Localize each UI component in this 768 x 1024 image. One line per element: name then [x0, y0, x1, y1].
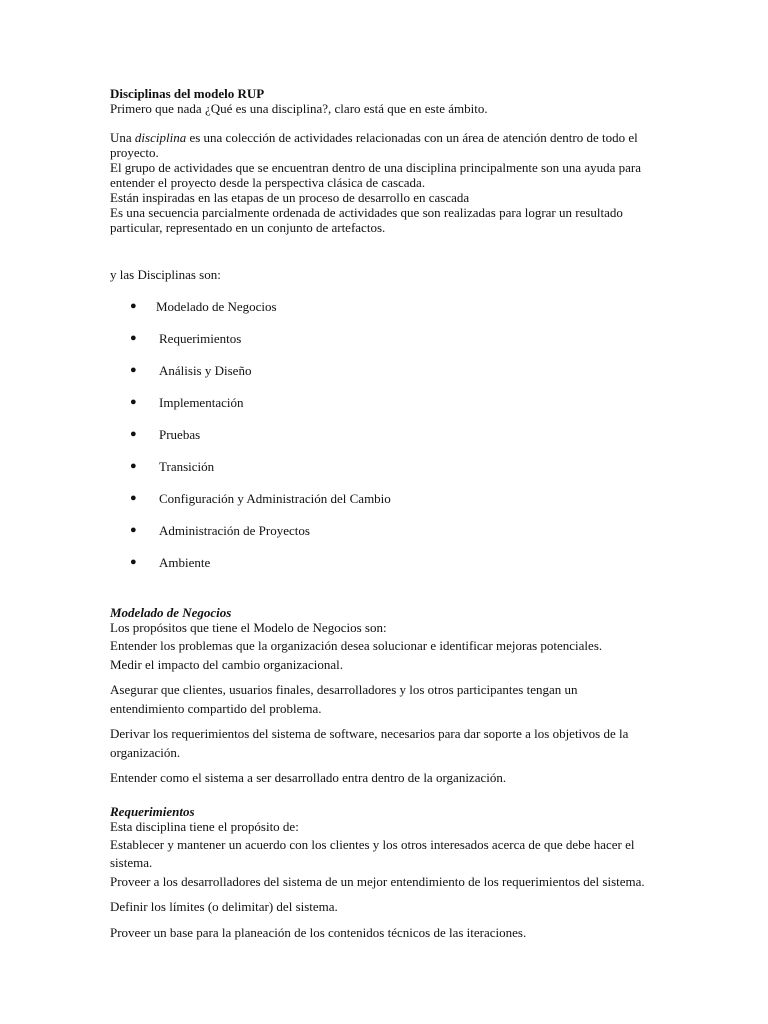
bullet-icon: ● — [130, 556, 137, 568]
bullet-icon: ● — [130, 460, 137, 472]
definition-line-4: Están inspiradas en las etapas de un proceso de desarrollo en cascada — [110, 190, 470, 205]
list-item-label: Requerimientos — [159, 331, 242, 346]
bullet-icon: ● — [130, 492, 137, 504]
bullet-icon: ● — [130, 524, 137, 536]
list-item — [110, 490, 655, 522]
list-item — [110, 330, 655, 362]
list-item-label: Pruebas — [159, 427, 201, 442]
list-item-label: Ambiente — [159, 555, 211, 570]
definition-block — [110, 130, 655, 235]
list-item — [110, 298, 655, 330]
list-item-label: Modelado de Negocios — [156, 299, 277, 314]
section-heading: Requerimientos — [110, 803, 195, 819]
list-item-label: Implementación — [159, 395, 244, 410]
section-lead: Los propósitos que tiene el Modelo de Negocios son: — [110, 620, 387, 635]
list-item — [110, 394, 655, 426]
bullet-icon: ● — [130, 396, 137, 408]
doc-title: Disciplinas del modelo RUP — [110, 86, 265, 101]
list-item — [110, 522, 655, 554]
definition-term: disciplina — [134, 130, 187, 145]
paragraph: Entender como el sistema a ser desarrollado entra dentro de la organización. — [110, 770, 507, 785]
paragraph: Medir el impacto del cambio organizacional. — [110, 656, 343, 672]
bullet-icon: ● — [130, 300, 137, 312]
list-item — [110, 426, 655, 458]
section-heading: Modelado de Negocios — [110, 605, 232, 620]
intro-question: Primero que nada ¿Qué es una disciplina?, claro está que en este ámbito. — [110, 101, 488, 116]
list-item-label: Configuración y Administración del Cambio — [159, 491, 391, 506]
section-lead: Esta disciplina tiene el propósito de: — [110, 818, 299, 834]
list-item — [110, 362, 655, 394]
list-item — [110, 458, 655, 490]
list-item-label: Análisis y Diseño — [159, 363, 252, 378]
paragraph: Establecer y mantener un acuerdo con los clientes y los otros interesados acerca de que debe hacer el sistema. — [110, 836, 635, 870]
document-page — [110, 86, 655, 942]
paragraph: Asegurar que clientes, usuarios finales, desarrolladores y los otros participantes tengan un entendimiento compartido del problema. — [110, 682, 578, 716]
definition-rest: es una colección de actividades relacionadas con un área de atención dentro de todo el proyecto. — [110, 130, 638, 160]
section-requerimientos — [110, 804, 655, 943]
paragraph: Derivar los requerimientos del sistema de software, necesarios para dar soporte a los objetivos de la organización. — [110, 726, 629, 760]
definition-line-5: Es una secuencia parcialmente ordenada de actividades que son realizadas para lograr un resultado particular, representado en un conjunto de artefactos. — [110, 205, 623, 235]
paragraph: Definir los límites (o delimitar) del sistema. — [110, 899, 338, 914]
definition-line-3: El grupo de actividades que se encuentran dentro de una disciplina principalmente son una ayuda para entender el proyecto desde la perspectiva clásica de cascada. — [110, 160, 642, 190]
list-item — [110, 554, 655, 586]
paragraph: Proveer un base para la planeación de los contenidos técnicos de las iteraciones. — [110, 924, 527, 940]
definition-prefix: Una — [110, 130, 135, 145]
paragraph: Entender los problemas que la organización desea solucionar e identificar mejoras potenciales. — [110, 638, 603, 653]
list-item-label: Administración de Proyectos — [159, 523, 310, 538]
bullet-icon: ● — [130, 428, 137, 440]
list-intro: y las Disciplinas son: — [110, 267, 221, 282]
definition-paragraph — [110, 130, 655, 160]
section-modelado-negocios — [110, 605, 655, 788]
bullet-icon: ● — [130, 364, 137, 376]
disciplines-list — [110, 298, 655, 586]
list-item-label: Transición — [159, 459, 215, 474]
paragraph: Proveer a los desarrolladores del sistema de un mejor entendimiento de los requerimientos del sistema. — [110, 873, 645, 889]
bullet-icon: ● — [130, 332, 137, 344]
